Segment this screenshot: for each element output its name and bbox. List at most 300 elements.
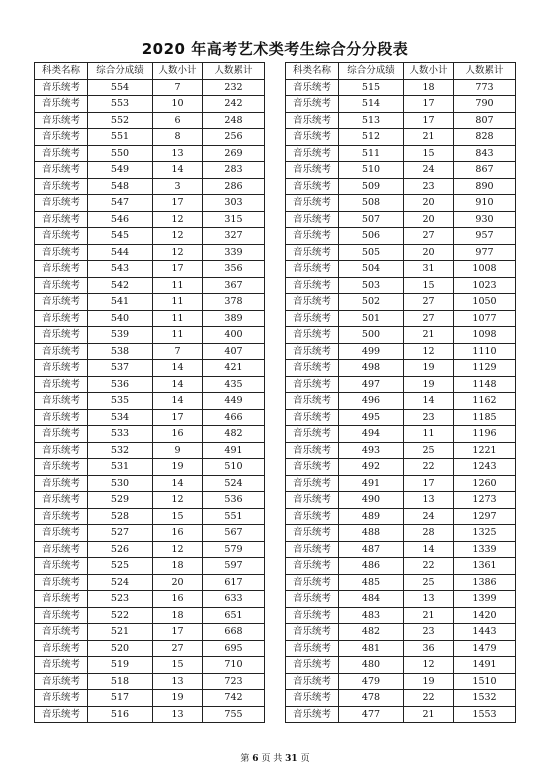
cell-count: 12 [153, 244, 203, 261]
cell-score: 494 [339, 426, 404, 443]
cell-cumulative: 1399 [454, 591, 516, 608]
cell-cumulative: 1273 [454, 492, 516, 509]
cell-category: 音乐统考 [286, 327, 339, 344]
cell-count: 9 [153, 442, 203, 459]
table-row [286, 706, 516, 723]
cell-category: 音乐统考 [286, 640, 339, 657]
cell-category: 音乐统考 [35, 591, 88, 608]
cell-cumulative: 389 [203, 310, 265, 327]
table-row [286, 607, 516, 624]
cell-count: 20 [404, 211, 454, 228]
footer-suffix: 页 [300, 754, 310, 764]
cell-score: 543 [88, 261, 153, 278]
table-row [35, 706, 265, 723]
cell-category: 音乐统考 [286, 442, 339, 459]
column-header-count: 人数小计 [153, 63, 203, 80]
cell-score: 542 [88, 277, 153, 294]
cell-count: 11 [153, 294, 203, 311]
cell-cumulative: 1510 [454, 673, 516, 690]
cell-score: 508 [339, 195, 404, 212]
cell-count: 20 [404, 244, 454, 261]
cell-score: 477 [339, 706, 404, 723]
cell-category: 音乐统考 [35, 178, 88, 195]
cell-cumulative: 1098 [454, 327, 516, 344]
cell-count: 27 [404, 310, 454, 327]
column-header-count: 人数小计 [404, 63, 454, 80]
table-body-right [286, 79, 516, 723]
cell-count: 13 [153, 145, 203, 162]
cell-category: 音乐统考 [35, 112, 88, 129]
cell-score: 490 [339, 492, 404, 509]
page-title: 2020 年高考艺术类考生综合分分段表 [141, 40, 409, 58]
table-row [35, 591, 265, 608]
cell-category: 音乐统考 [35, 640, 88, 657]
cell-cumulative: 466 [203, 409, 265, 426]
cell-cumulative: 491 [203, 442, 265, 459]
cell-score: 492 [339, 459, 404, 476]
cell-category: 音乐统考 [35, 310, 88, 327]
table-row [286, 525, 516, 542]
table-row [286, 558, 516, 575]
cell-cumulative: 1532 [454, 690, 516, 707]
cell-category: 音乐统考 [286, 409, 339, 426]
cell-score: 491 [339, 475, 404, 492]
cell-cumulative: 1420 [454, 607, 516, 624]
table-header-row [286, 63, 516, 80]
cell-cumulative: 1148 [454, 376, 516, 393]
cell-cumulative: 1008 [454, 261, 516, 278]
table-row [286, 145, 516, 162]
cell-cumulative: 773 [454, 79, 516, 96]
cell-count: 11 [153, 310, 203, 327]
cell-score: 500 [339, 327, 404, 344]
cell-score: 495 [339, 409, 404, 426]
cell-category: 音乐统考 [286, 624, 339, 641]
cell-cumulative: 695 [203, 640, 265, 657]
cell-cumulative: 1339 [454, 541, 516, 558]
cell-score: 509 [339, 178, 404, 195]
cell-count: 36 [404, 640, 454, 657]
cell-score: 499 [339, 343, 404, 360]
cell-count: 16 [153, 426, 203, 443]
cell-cumulative: 256 [203, 129, 265, 146]
table-row [35, 475, 265, 492]
cell-cumulative: 286 [203, 178, 265, 195]
cell-cumulative: 551 [203, 508, 265, 525]
cell-count: 22 [404, 558, 454, 575]
cell-cumulative: 1443 [454, 624, 516, 641]
column-header-score: 综合分成绩 [339, 63, 404, 80]
cell-count: 13 [404, 591, 454, 608]
cell-score: 506 [339, 228, 404, 245]
table-row [286, 112, 516, 129]
cell-cumulative: 242 [203, 96, 265, 113]
cell-count: 27 [153, 640, 203, 657]
cell-count: 13 [153, 706, 203, 723]
cell-cumulative: 339 [203, 244, 265, 261]
cell-category: 音乐统考 [286, 129, 339, 146]
table-row [286, 459, 516, 476]
cell-cumulative: 232 [203, 79, 265, 96]
cell-score: 485 [339, 574, 404, 591]
table-row [286, 492, 516, 509]
cell-count: 21 [404, 129, 454, 146]
cell-score: 520 [88, 640, 153, 657]
table-row [286, 442, 516, 459]
table-row [286, 475, 516, 492]
table-row [35, 624, 265, 641]
footer-prefix: 第 [240, 754, 250, 764]
table-row [35, 459, 265, 476]
cell-count: 27 [404, 228, 454, 245]
cell-cumulative: 567 [203, 525, 265, 542]
cell-score: 487 [339, 541, 404, 558]
table-row [286, 277, 516, 294]
cell-score: 496 [339, 393, 404, 410]
cell-score: 513 [339, 112, 404, 129]
table-row [286, 129, 516, 146]
cell-cumulative: 1050 [454, 294, 516, 311]
table-row [35, 393, 265, 410]
cell-cumulative: 890 [454, 178, 516, 195]
cell-score: 545 [88, 228, 153, 245]
table-row [35, 607, 265, 624]
cell-category: 音乐统考 [35, 228, 88, 245]
cell-score: 539 [88, 327, 153, 344]
cell-score: 546 [88, 211, 153, 228]
cell-category: 音乐统考 [286, 195, 339, 212]
cell-cumulative: 867 [454, 162, 516, 179]
table-row [286, 574, 516, 591]
table-row [35, 409, 265, 426]
cell-count: 11 [404, 426, 454, 443]
cell-cumulative: 723 [203, 673, 265, 690]
cell-category: 音乐统考 [286, 96, 339, 113]
cell-count: 14 [404, 541, 454, 558]
table-row [286, 96, 516, 113]
cell-count: 16 [153, 591, 203, 608]
cell-category: 音乐统考 [35, 294, 88, 311]
cell-score: 512 [339, 129, 404, 146]
cell-cumulative: 378 [203, 294, 265, 311]
cell-cumulative: 1297 [454, 508, 516, 525]
cell-category: 音乐统考 [35, 673, 88, 690]
cell-category: 音乐统考 [286, 657, 339, 674]
cell-count: 17 [153, 409, 203, 426]
cell-count: 12 [153, 492, 203, 509]
cell-cumulative: 1325 [454, 525, 516, 542]
cell-category: 音乐统考 [35, 426, 88, 443]
cell-category: 音乐统考 [35, 442, 88, 459]
cell-category: 音乐统考 [286, 145, 339, 162]
cell-cumulative: 843 [454, 145, 516, 162]
table-row [286, 541, 516, 558]
table-row [286, 508, 516, 525]
cell-score: 536 [88, 376, 153, 393]
cell-count: 23 [404, 624, 454, 641]
cell-cumulative: 1491 [454, 657, 516, 674]
cell-category: 音乐统考 [35, 690, 88, 707]
cell-count: 11 [153, 277, 203, 294]
cell-category: 音乐统考 [35, 459, 88, 476]
cell-score: 549 [88, 162, 153, 179]
cell-count: 13 [153, 673, 203, 690]
cell-count: 18 [153, 607, 203, 624]
table-row [35, 211, 265, 228]
cell-score: 529 [88, 492, 153, 509]
cell-score: 553 [88, 96, 153, 113]
cell-count: 17 [404, 475, 454, 492]
cell-count: 10 [153, 96, 203, 113]
cell-score: 540 [88, 310, 153, 327]
cell-category: 音乐统考 [35, 277, 88, 294]
cell-score: 516 [88, 706, 153, 723]
cell-category: 音乐统考 [286, 541, 339, 558]
cell-score: 538 [88, 343, 153, 360]
table-row [35, 327, 265, 344]
table-row [286, 228, 516, 245]
table-row [286, 162, 516, 179]
table-row [35, 162, 265, 179]
cell-category: 音乐统考 [286, 178, 339, 195]
cell-category: 音乐统考 [286, 591, 339, 608]
cell-count: 17 [153, 261, 203, 278]
cell-count: 14 [153, 376, 203, 393]
cell-count: 17 [404, 96, 454, 113]
cell-cumulative: 828 [454, 129, 516, 146]
cell-category: 音乐统考 [286, 459, 339, 476]
cell-count: 12 [404, 343, 454, 360]
cell-category: 音乐统考 [35, 261, 88, 278]
table-row [35, 541, 265, 558]
cell-category: 音乐统考 [286, 112, 339, 129]
cell-count: 19 [404, 360, 454, 377]
cell-category: 音乐统考 [286, 393, 339, 410]
cell-score: 497 [339, 376, 404, 393]
cell-count: 12 [153, 228, 203, 245]
cell-cumulative: 977 [454, 244, 516, 261]
table-row [35, 360, 265, 377]
cell-category: 音乐统考 [35, 343, 88, 360]
table-row [286, 426, 516, 443]
cell-category: 音乐统考 [286, 162, 339, 179]
cell-score: 505 [339, 244, 404, 261]
cell-score: 550 [88, 145, 153, 162]
cell-count: 27 [404, 294, 454, 311]
cell-cumulative: 710 [203, 657, 265, 674]
table-row [286, 343, 516, 360]
column-header-category: 科类名称 [35, 63, 88, 80]
cell-category: 音乐统考 [35, 508, 88, 525]
cell-cumulative: 407 [203, 343, 265, 360]
table-row [35, 376, 265, 393]
cell-score: 524 [88, 574, 153, 591]
cell-cumulative: 579 [203, 541, 265, 558]
cell-category: 音乐统考 [35, 624, 88, 641]
cell-count: 14 [153, 360, 203, 377]
table-row [286, 178, 516, 195]
footer-page-number: 6 [252, 754, 259, 764]
table-header-row [35, 63, 265, 80]
cell-score: 501 [339, 310, 404, 327]
cell-score: 482 [339, 624, 404, 641]
cell-category: 音乐统考 [286, 79, 339, 96]
cell-score: 498 [339, 360, 404, 377]
cell-cumulative: 790 [454, 96, 516, 113]
cell-category: 音乐统考 [286, 228, 339, 245]
cell-category: 音乐统考 [286, 475, 339, 492]
cell-count: 19 [153, 690, 203, 707]
cell-cumulative: 435 [203, 376, 265, 393]
table-row [286, 673, 516, 690]
cell-cumulative: 1243 [454, 459, 516, 476]
cell-score: 480 [339, 657, 404, 674]
table-row [35, 145, 265, 162]
cell-count: 21 [404, 327, 454, 344]
cell-count: 17 [153, 195, 203, 212]
table-row [286, 657, 516, 674]
table-row [35, 640, 265, 657]
table-row [35, 310, 265, 327]
table-row [35, 129, 265, 146]
cell-count: 20 [153, 574, 203, 591]
score-table-right [285, 62, 516, 723]
cell-cumulative: 400 [203, 327, 265, 344]
cell-count: 12 [153, 541, 203, 558]
table-row [286, 261, 516, 278]
cell-score: 523 [88, 591, 153, 608]
cell-category: 音乐统考 [286, 690, 339, 707]
cell-category: 音乐统考 [286, 706, 339, 723]
cell-category: 音乐统考 [35, 475, 88, 492]
cell-count: 19 [404, 376, 454, 393]
cell-count: 17 [404, 112, 454, 129]
cell-count: 18 [153, 558, 203, 575]
cell-count: 14 [404, 393, 454, 410]
table-row [286, 591, 516, 608]
cell-cumulative: 633 [203, 591, 265, 608]
cell-count: 24 [404, 508, 454, 525]
cell-category: 音乐统考 [35, 558, 88, 575]
table-row [35, 525, 265, 542]
cell-count: 3 [153, 178, 203, 195]
cell-count: 23 [404, 409, 454, 426]
cell-count: 14 [153, 162, 203, 179]
cell-count: 7 [153, 79, 203, 96]
cell-count: 25 [404, 574, 454, 591]
cell-cumulative: 807 [454, 112, 516, 129]
cell-count: 8 [153, 129, 203, 146]
cell-category: 音乐统考 [35, 541, 88, 558]
cell-cumulative: 1260 [454, 475, 516, 492]
table-row [286, 244, 516, 261]
cell-category: 音乐统考 [35, 607, 88, 624]
cell-score: 532 [88, 442, 153, 459]
cell-score: 537 [88, 360, 153, 377]
table-row [286, 195, 516, 212]
cell-count: 25 [404, 442, 454, 459]
table-row [286, 640, 516, 657]
cell-category: 音乐统考 [286, 211, 339, 228]
cell-score: 527 [88, 525, 153, 542]
cell-score: 533 [88, 426, 153, 443]
cell-category: 音乐统考 [286, 574, 339, 591]
cell-cumulative: 356 [203, 261, 265, 278]
cell-score: 541 [88, 294, 153, 311]
cell-count: 19 [153, 459, 203, 476]
cell-category: 音乐统考 [35, 129, 88, 146]
cell-category: 音乐统考 [35, 360, 88, 377]
cell-score: 484 [339, 591, 404, 608]
cell-category: 音乐统考 [286, 558, 339, 575]
cell-cumulative: 303 [203, 195, 265, 212]
cell-cumulative: 367 [203, 277, 265, 294]
cell-category: 音乐统考 [286, 261, 339, 278]
cell-score: 507 [339, 211, 404, 228]
table-row [286, 310, 516, 327]
column-header-cumulative: 人数累计 [203, 63, 265, 80]
cell-category: 音乐统考 [35, 409, 88, 426]
cell-category: 音乐统考 [35, 79, 88, 96]
cell-cumulative: 1553 [454, 706, 516, 723]
cell-cumulative: 930 [454, 211, 516, 228]
cell-score: 552 [88, 112, 153, 129]
cell-score: 554 [88, 79, 153, 96]
cell-score: 504 [339, 261, 404, 278]
cell-category: 音乐统考 [286, 607, 339, 624]
cell-score: 493 [339, 442, 404, 459]
cell-count: 16 [153, 525, 203, 542]
cell-category: 音乐统考 [35, 195, 88, 212]
cell-cumulative: 910 [454, 195, 516, 212]
cell-score: 528 [88, 508, 153, 525]
table-row [35, 343, 265, 360]
footer-middle: 页 共 [261, 754, 283, 764]
table-row [35, 261, 265, 278]
cell-score: 551 [88, 129, 153, 146]
cell-cumulative: 1129 [454, 360, 516, 377]
table-row [286, 690, 516, 707]
table-row [35, 244, 265, 261]
cell-count: 6 [153, 112, 203, 129]
table-row [286, 294, 516, 311]
cell-count: 19 [404, 673, 454, 690]
table-row [35, 178, 265, 195]
column-header-cumulative: 人数累计 [454, 63, 516, 80]
cell-score: 526 [88, 541, 153, 558]
cell-category: 音乐统考 [35, 376, 88, 393]
cell-score: 515 [339, 79, 404, 96]
cell-score: 531 [88, 459, 153, 476]
cell-category: 音乐统考 [286, 426, 339, 443]
cell-category: 音乐统考 [286, 525, 339, 542]
cell-score: 535 [88, 393, 153, 410]
cell-cumulative: 536 [203, 492, 265, 509]
cell-category: 音乐统考 [286, 294, 339, 311]
table-row [35, 690, 265, 707]
cell-category: 音乐统考 [286, 376, 339, 393]
cell-count: 11 [153, 327, 203, 344]
cell-count: 18 [404, 79, 454, 96]
cell-count: 15 [153, 508, 203, 525]
cell-cumulative: 421 [203, 360, 265, 377]
table-row [35, 558, 265, 575]
cell-cumulative: 449 [203, 393, 265, 410]
cell-cumulative: 482 [203, 426, 265, 443]
cell-cumulative: 755 [203, 706, 265, 723]
table-row [35, 195, 265, 212]
table-row [35, 673, 265, 690]
